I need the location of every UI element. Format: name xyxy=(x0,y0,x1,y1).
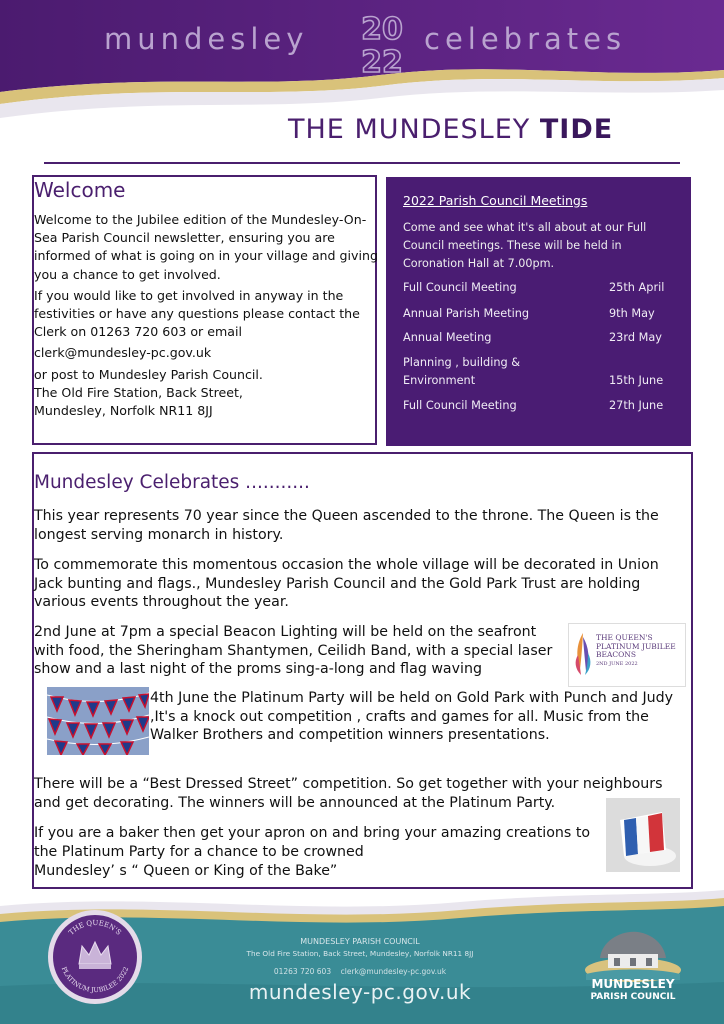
council-logo-subtitle: PARISH COUNCIL xyxy=(590,992,676,1002)
meeting-date: 27th June xyxy=(609,399,664,412)
red-white-blue-cake-photo xyxy=(606,798,680,872)
beacons-line: PLATINUM JUBILEE xyxy=(596,641,676,651)
meeting-date: 25th April xyxy=(609,281,665,294)
council-logo-name: MUNDESLEY xyxy=(591,977,675,991)
year-bottom: 22 xyxy=(361,45,403,78)
meeting-name: Annual Parish Meeting xyxy=(403,307,530,320)
title-divider xyxy=(44,162,680,164)
welcome-paragraph-2: If you would like to get involved in anyway in the festivities or have any questions please contact the Clerk on 01263 720 603 or email xyxy=(34,288,360,340)
meeting-name: Full Council Meeting xyxy=(403,399,517,412)
meetings-title: 2022 Parish Council Meetings xyxy=(403,193,588,208)
banner-text-mundesley: mundesley xyxy=(104,22,309,56)
union-jack-bunting-photo xyxy=(47,687,149,755)
welcome-title: Welcome xyxy=(34,178,126,202)
seal-bottom-text: PLATINUM JUBILEE 2022 xyxy=(59,965,131,995)
celebrates-paragraph-4: 4th June the Platinum Party will be held on Gold Park with Punch and Judy ,It's a knock out competition , crafts and games for all. Music from the Walker Brothers and competition winners presentations. xyxy=(150,690,674,743)
celebrates-paragraph-3: 2nd June at 7pm a special Beacon Lighting will be held on the seafront with food, the Sheringham Shantymen, Ceilidh Band, with a special laser show and a last night of the proms sing-a-long and flag waving xyxy=(34,624,553,677)
beacons-line: THE QUEEN'S xyxy=(596,633,653,642)
celebrates-title: Mundesley Celebrates ........... xyxy=(34,472,310,493)
year-top: 20 xyxy=(361,12,403,47)
welcome-email: clerk@mundesley-pc.gov.uk xyxy=(34,345,212,360)
title-prefix: THE MUNDESLEY xyxy=(288,114,540,145)
meeting-name: Full Council Meeting xyxy=(403,281,517,294)
celebrates-paragraph-1: This year represents 70 year since the Queen ascended to the throne. The Queen is the longest serving monarch in history. xyxy=(34,508,659,543)
welcome-post-line-2: The Old Fire Station, Back Street, xyxy=(34,385,243,400)
beacons-logo-text xyxy=(596,634,682,668)
footer-address: The Old Fire Station, Back Street, Mundesley, Norfolk NR11 8JJ xyxy=(246,949,474,958)
beacons-line: 2ND JUNE 2022 xyxy=(596,660,638,667)
footer-council-name: MUNDESLEY PARISH COUNCIL xyxy=(300,937,420,946)
celebrates-paragraph-5: There will be a “Best Dressed Street” competition. So get together with your neighbours and get decorating. The winners will be announced at the Platinum Party. xyxy=(34,776,663,811)
meeting-date: 23rd May xyxy=(609,331,662,344)
meetings-intro: Come and see what it's all about at our Full Council meetings. These will be held in Coronation Hall at 7.00pm. xyxy=(403,221,647,270)
meeting-name: Annual Meeting xyxy=(403,331,492,344)
welcome-paragraph-1: Welcome to the Jubilee edition of the Mundesley-On-Sea Parish Council newsletter, ensuring you are informed of what is going on in your village and giving you a chance to get involved. xyxy=(34,212,378,282)
footer-email: clerk@mundesley-pc.gov.uk xyxy=(340,967,447,976)
title-bold: TIDE xyxy=(539,114,614,145)
celebrates-paragraph-2: To commemorate this momentous occasion the whole village will be decorated in Union Jack bunting and flags., Mundesley Parish Council and the Gold Park Trust are holding various events throughout the year. xyxy=(34,557,659,610)
year-2022-badge xyxy=(352,6,412,78)
seal-top-text: THE QUEEN'S xyxy=(67,918,123,937)
beacons-line: BEACONS xyxy=(596,650,636,659)
welcome-post-line-1: or post to Mundesley Parish Council. xyxy=(34,367,263,382)
beacon-flame-icon xyxy=(572,631,594,677)
celebrates-paragraph-6-line-3: Mundesley’ s “ Queen or King of the Bake” xyxy=(34,863,338,879)
platinum-jubilee-seal xyxy=(46,908,144,1006)
celebrates-paragraph-6-line-2: the Platinum Party for a chance to be crowned xyxy=(34,844,364,860)
meeting-name-continued: Environment xyxy=(403,374,476,387)
meeting-date: 15th June xyxy=(609,374,664,387)
welcome-post-line-3: Mundesley, Norfolk NR11 8JJ xyxy=(34,403,213,418)
footer-phone: 01263 720 603 xyxy=(273,967,332,976)
celebrates-paragraph-6-line-1: If you are a baker then get your apron on and bring your amazing creations to xyxy=(34,825,591,841)
footer-website[interactable]: mundesley-pc.gov.uk xyxy=(248,980,472,1004)
meeting-name: Planning , building & xyxy=(403,356,521,369)
meeting-date: 9th May xyxy=(609,307,655,320)
footer-contact-line xyxy=(212,967,508,976)
banner-text-celebrates: celebrates xyxy=(424,22,627,56)
newsletter-title xyxy=(288,114,613,145)
